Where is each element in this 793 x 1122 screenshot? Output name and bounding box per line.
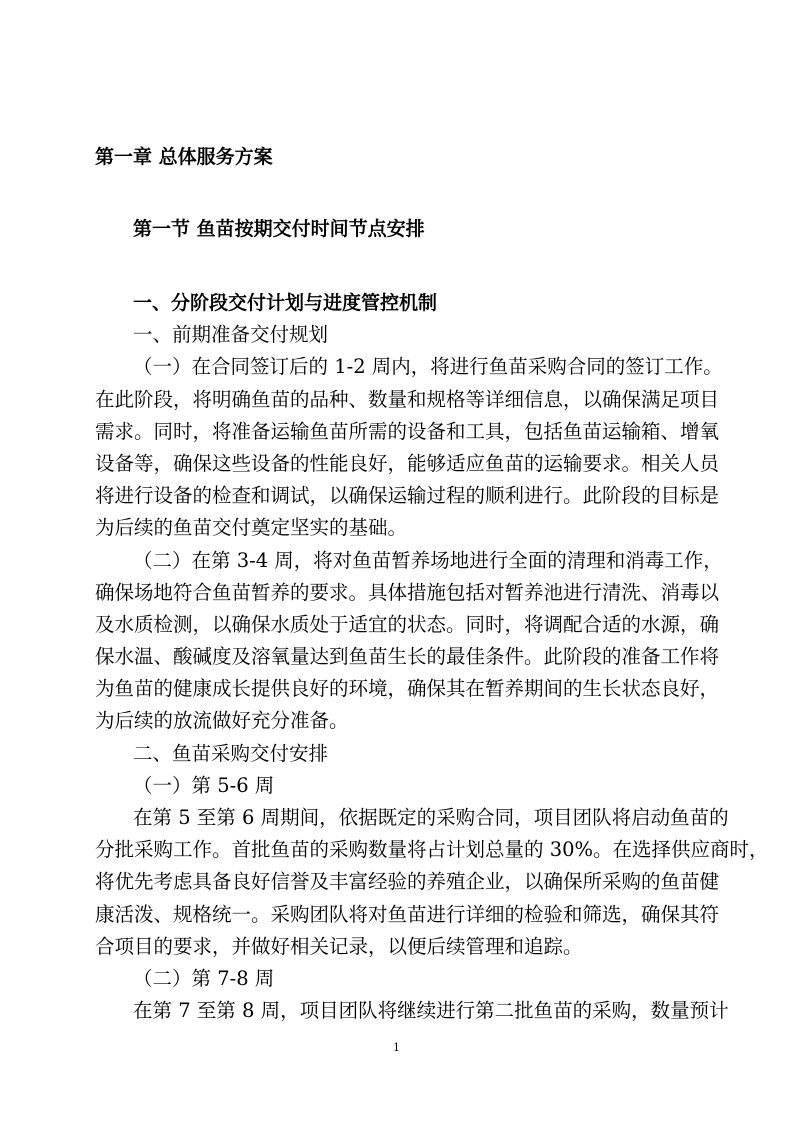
text-line: 设备等，确保这些设备的性能良好，能够适应鱼苗的运输要求。相关人员 xyxy=(95,451,720,475)
text-line: 为后续的鱼苗交付奠定坚实的基础。 xyxy=(95,516,408,540)
text-line: 分批采购工作。首批鱼苗的采购数量将占计划总量的 30%。在选择供应商时， xyxy=(95,838,769,862)
text-line: 将进行设备的检查和调试，以确保运输过程的顺利进行。此阶段的目标是 xyxy=(95,484,720,508)
text-line: （二）在第 3-4 周，将对鱼苗暂养场地进行全面的清理和消毒工作， xyxy=(133,548,723,572)
chapter-title: 第一章 总体服务方案 xyxy=(95,146,273,168)
subsection-heading: 一、分阶段交付计划与进度管控机制 xyxy=(133,292,438,314)
text-line: 一、前期准备交付规划 xyxy=(133,323,329,347)
text-line: 康活泼、规格统一。采购团队将对鱼苗进行详细的检验和筛选，确保其符 xyxy=(95,902,720,926)
text-line: （一）第 5-6 周 xyxy=(133,773,275,797)
text-line: 确保场地符合鱼苗暂养的要求。具体措施包括对暂养池进行清洗、消毒以 xyxy=(95,580,720,604)
text-line: 将优先考虑具备良好信誉及丰富经验的养殖企业，以确保所采购的鱼苗健 xyxy=(95,870,720,894)
text-line: 为鱼苗的健康成长提供良好的环境，确保其在暂养期间的生长状态良好， xyxy=(95,677,720,701)
text-line: 及水质检测，以确保水质处于适宜的状态。同时，将调配合适的水源，确 xyxy=(95,612,720,636)
section-title: 第一节 鱼苗按期交付时间节点安排 xyxy=(133,218,425,240)
text-line: 二、鱼苗采购交付安排 xyxy=(133,741,329,765)
text-line: 在第 5 至第 6 周期间，依据既定的采购合同，项目团队将启动鱼苗的 xyxy=(133,806,729,829)
text-line: 在第 7 至第 8 周，项目团队将继续进行第二批鱼苗的采购，数量预计 xyxy=(133,999,729,1023)
body-text xyxy=(95,287,775,1027)
text-line: 保水温、酸碱度及溶氧量达到鱼苗生长的最佳条件。此阶段的准备工作将 xyxy=(95,645,720,669)
text-line: 需求。同时，将准备运输鱼苗所需的设备和工具，包括鱼苗运输箱、增氧 xyxy=(95,419,720,443)
text-line: （二）第 7-8 周 xyxy=(133,966,275,990)
text-line: 合项目的要求，并做好相关记录，以便后续管理和追踪。 xyxy=(95,934,583,958)
text-line: 在此阶段，将明确鱼苗的品种、数量和规格等详细信息，以确保满足项目 xyxy=(95,387,720,411)
text-line: 为后续的放流做好充分准备。 xyxy=(95,709,349,733)
page-number: 1 xyxy=(393,1041,400,1054)
text-line: （一）在合同签订后的 1-2 周内，将进行鱼苗采购合同的签订工作。 xyxy=(133,355,723,379)
